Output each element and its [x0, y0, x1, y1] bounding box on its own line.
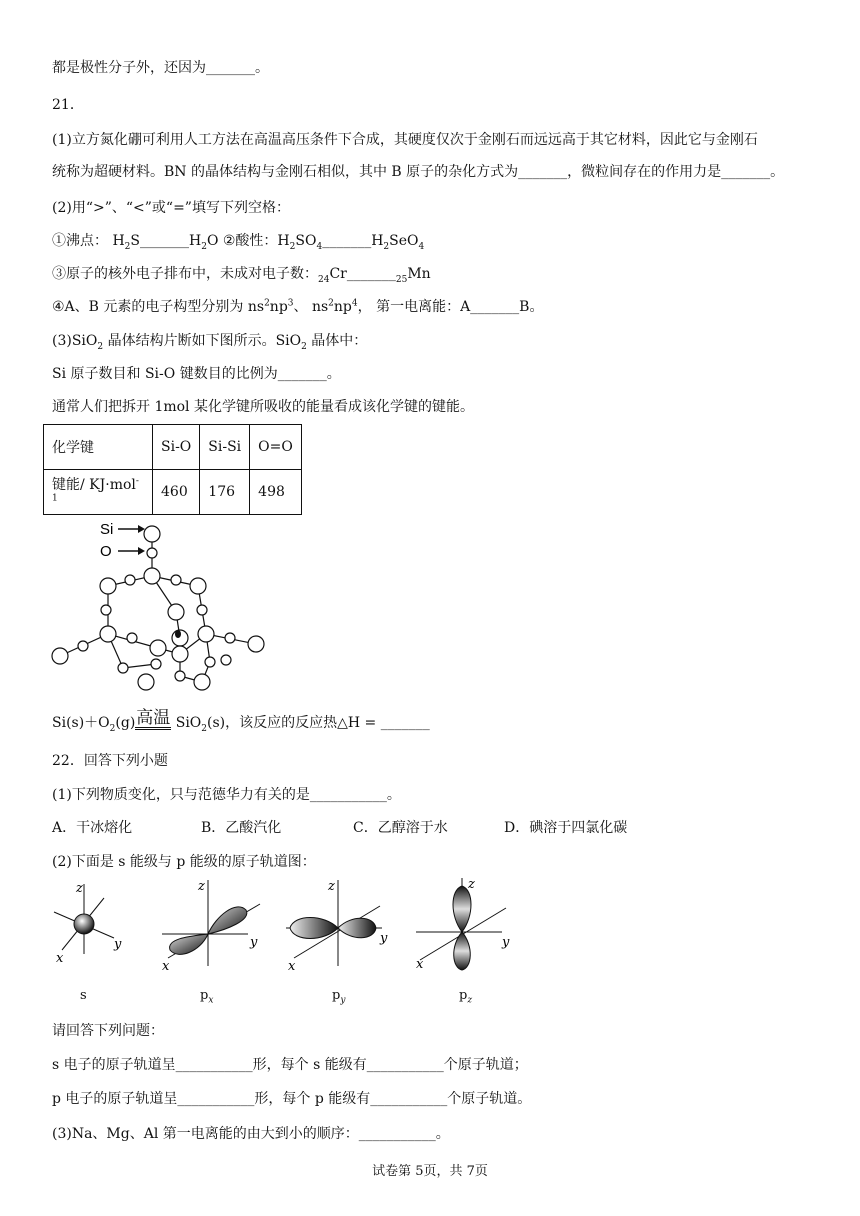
- text-line: 通常人们把拆开 1mol 某化学键所吸收的能量看成该化学键的键能。: [52, 399, 474, 415]
- text-line: ①沸点： $H_2S\_\_\_\_\_\_\_H_2O$ ②酸性：$H_2SO_4\_\_\_\_\_\_\_H_2SeO_4$: [52, 233, 425, 252]
- axis-label-x: x: [56, 951, 64, 966]
- o-label: O: [100, 543, 112, 560]
- option-a: A．干冰熔化: [52, 820, 133, 836]
- text-line: (3)Na、Mg、Al 第一电离能的由大到小的顺序：___________。: [52, 1126, 450, 1142]
- text-line: s 电子的原子轨道呈___________形，每个 s 能级有___________个原子轨道；: [52, 1057, 528, 1073]
- text-line: p 电子的原子轨道呈___________形，每个 p 能级有___________个原子轨道。: [52, 1091, 532, 1107]
- text-line: ③原子的核外电子排布中，未成对电子数：$_{24}Cr\_\_\_\_\_\_\__{25}Mn$: [52, 266, 431, 285]
- text-line: (3)SiO$_2$ 晶体结构片断如下图所示。SiO$_2$ 晶体中：: [52, 333, 368, 352]
- s-orbital-diagram: [48, 876, 130, 972]
- text-line: 都是极性分子外，还因为_______。: [52, 60, 269, 76]
- table-header: Si-Si: [200, 425, 250, 470]
- table-cell: 460: [153, 470, 200, 515]
- page-footer: 试卷第 5页，共 7页: [372, 1164, 488, 1179]
- table-row: [44, 425, 302, 470]
- px-orbital-diagram: [156, 876, 268, 972]
- svg-text:x: x: [288, 959, 296, 972]
- svg-text:z: z: [198, 879, 205, 894]
- pz-orbital-diagram: [410, 876, 522, 972]
- axis-label-y: y: [114, 937, 122, 952]
- orbital-label-pz: $p_z$: [459, 988, 473, 1006]
- axis-label-z: z: [76, 881, 83, 896]
- svg-text:y: y: [502, 935, 510, 950]
- table-header: 化学键: [44, 425, 153, 470]
- orbital-label-px: $p_x$: [200, 988, 214, 1006]
- text-line: 统称为超硬材料。BN 的晶体结构与金刚石相似，其中 B 原子的杂化方式为_______，微粒间存在的作用力是_______。: [52, 164, 785, 180]
- svg-text:y: y: [250, 935, 258, 950]
- si-label: Si: [100, 521, 114, 538]
- svg-text:y: y: [380, 931, 388, 946]
- py-orbital-diagram: [284, 876, 396, 972]
- svg-text:x: x: [162, 959, 170, 972]
- option-b: B．乙酸汽化: [201, 820, 282, 836]
- orbital-label-py: $p_y$: [332, 988, 346, 1006]
- text-line: (1)下列物质变化，只与范德华力有关的是___________。: [52, 787, 401, 803]
- option-d: D．碘溶于四氯化碳: [504, 820, 628, 836]
- option-c: C．乙醇溶于水: [353, 820, 448, 836]
- reaction-condition: 高温: [136, 708, 171, 728]
- question-number-21: 21．: [52, 97, 84, 113]
- text-line: (1)立方氮化硼可利用人工方法在高温高压条件下合成，其硬度仅次于金刚石而远远高于其它材料，因此它与金刚石: [52, 132, 758, 148]
- sio2-structure-diagram: [48, 516, 270, 696]
- orbital-label-s: s: [80, 988, 87, 1003]
- text-line: (2)用“>”、“<”或“=”填写下列空格：: [52, 200, 290, 216]
- table-cell: 键能/ KJ·mol$^{-1}$: [44, 470, 153, 515]
- svg-text:x: x: [416, 957, 424, 972]
- text-line: ④A、B 元素的电子构型分别为 $ns^2np^3$、 $ns^2np^4$， 第一电离能：A_______B。: [52, 298, 544, 315]
- question-number-22: 22．回答下列小题: [52, 753, 168, 769]
- reaction-equation: $Si(s)+O_2(g)$高温 SiO$_2$(s)，该反应的反应热△H = _______: [52, 708, 430, 734]
- table-row: [44, 470, 302, 515]
- text-line: (2)下面是 s 能级与 p 能级的原子轨道图：: [52, 854, 316, 870]
- svg-text:z: z: [468, 877, 475, 892]
- text-line: Si 原子数目和 Si-O 键数目的比例为_______。: [52, 366, 341, 382]
- table-cell: 176: [200, 470, 250, 515]
- text-line: 请回答下列问题：: [52, 1023, 164, 1039]
- svg-text:z: z: [328, 879, 335, 894]
- table-cell: 498: [250, 470, 302, 515]
- table-header: O=O: [250, 425, 302, 470]
- bond-energy-table: [43, 424, 302, 515]
- table-header: Si-O: [153, 425, 200, 470]
